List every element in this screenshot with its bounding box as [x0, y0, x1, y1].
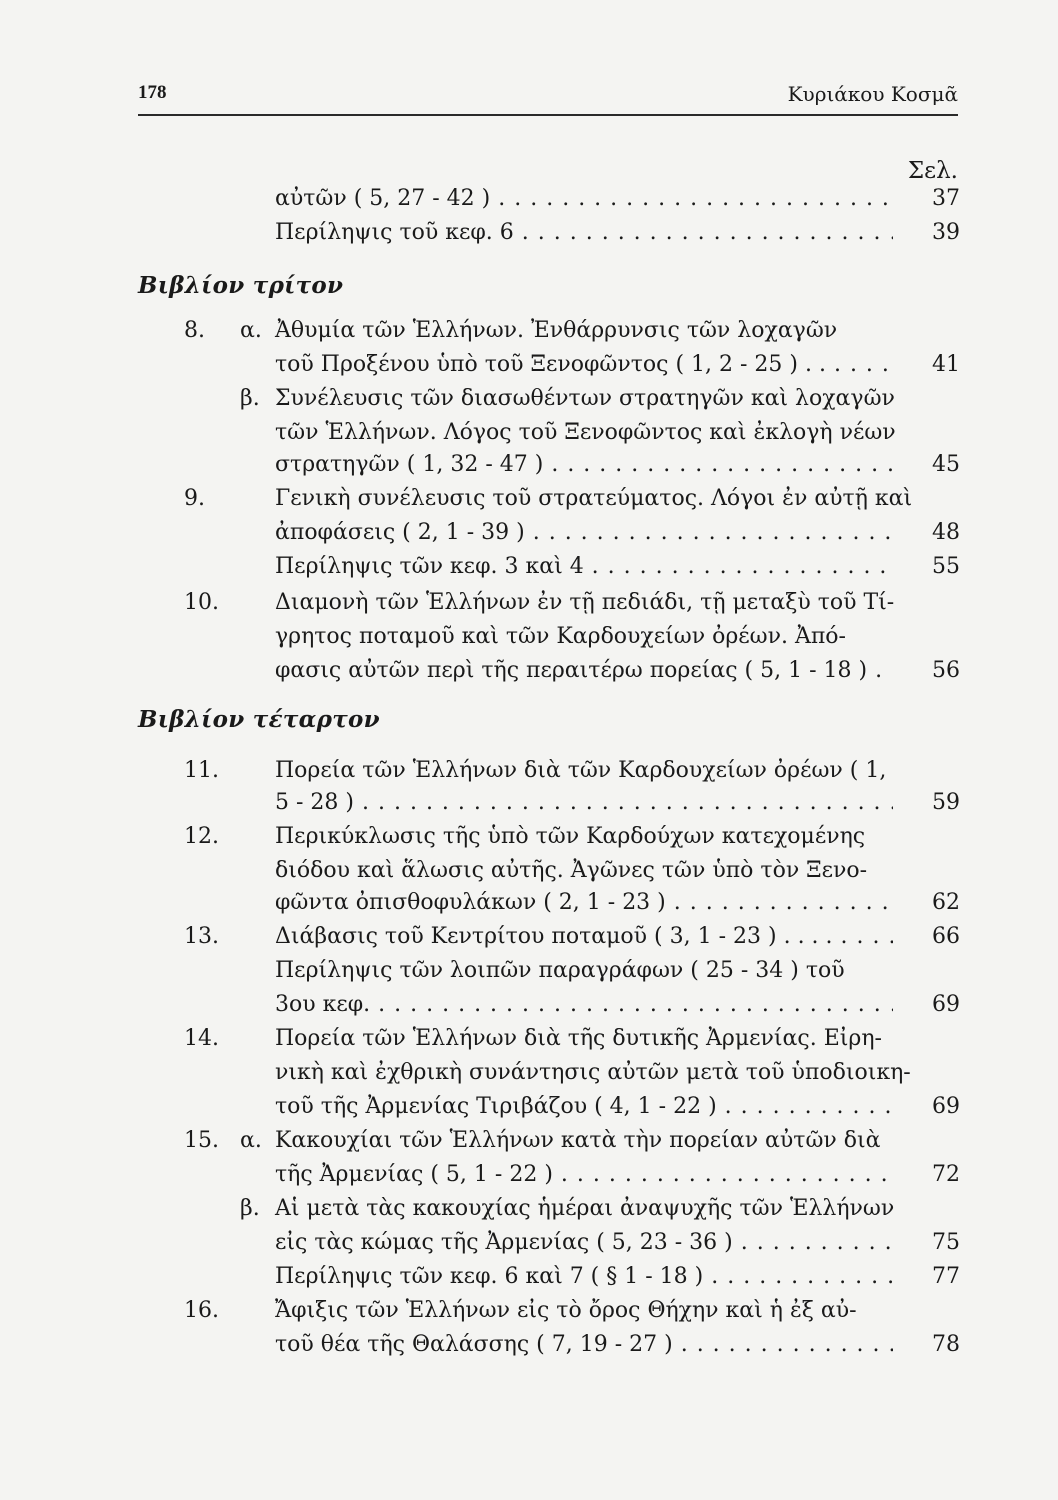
entry-text: Κακουχίαι τῶν Ἑλλήνων κατὰ τὴν πορείαν αὐτῶν διὰ — [275, 1128, 881, 1153]
entry-text: Περικύκλωσις τῆς ὑπὸ τῶν Καρδούχων κατεχομένης — [275, 824, 866, 849]
entry-number: 9. — [184, 486, 205, 511]
entry-page-number: 69 — [932, 992, 960, 1017]
entry-text: Γενικὴ συνέλευσις τοῦ στρατεύματος. Λόγοι ἐν αὐτῇ καὶ — [275, 486, 913, 511]
entry-number: 14. — [184, 1026, 219, 1051]
entry-page-number: 56 — [932, 658, 960, 683]
toc-line — [0, 1060, 1058, 1094]
entry-number: 11. — [184, 758, 219, 783]
toc-line — [0, 420, 1058, 454]
entry-text: τοῦ θέα τῆς Θαλάσσης ( 7, 19 - 27 ) . . . — [275, 1332, 893, 1357]
entry-page-number: 62 — [932, 890, 960, 915]
entry-text: Συνέλευσις τῶν διασωθέντων στρατηγῶν καὶ λοχαγῶν — [275, 386, 895, 411]
entry-subletter: α. — [240, 318, 262, 343]
toc-line — [0, 1094, 1058, 1128]
entry-text: τῶν Ἑλλήνων. Λόγος τοῦ Ξενοφῶντος καὶ ἐκλογὴ νέων — [275, 420, 896, 445]
page-number: 178 — [138, 82, 167, 103]
entry-subletter: β. — [240, 386, 260, 411]
entry-text: τοῦ Προξένου ὑπὸ τοῦ Ξενοφῶντος ( 1, 2 - 25 ) . . . . . — [275, 352, 893, 377]
entry-text: τῆς Ἀρμενίας ( 5, 1 - 22 ) . . . — [275, 1162, 893, 1187]
toc-line — [0, 1298, 1058, 1332]
toc-line — [0, 520, 1058, 554]
book-heading-third: Βιβλίον τρίτον — [138, 272, 344, 299]
entry-text: Διάβασις τοῦ Κεντρίτου ποταμοῦ ( 3, 1 - 23 ) . . . . . . . — [275, 924, 893, 949]
entry-number: 16. — [184, 1298, 219, 1323]
toc-line — [0, 590, 1058, 624]
entry-number: 12. — [184, 824, 219, 849]
entry-number: 10. — [184, 590, 219, 615]
toc-line — [0, 924, 1058, 958]
page-header — [138, 82, 958, 112]
entry-text: ἀποφάσεις ( 2, 1 - 39 ) . . . — [275, 520, 893, 545]
entry-text: 3ου κεφ. . . . — [275, 992, 893, 1017]
entry-text: φῶντα ὀπισθοφυλάκων ( 2, 1 - 23 ) . . . — [275, 890, 893, 915]
toc-line — [0, 452, 1058, 486]
entry-text: 5 - 28 ) . . . — [275, 790, 893, 815]
entry-text: τοῦ τῆς Ἀρμενίας Τιριβάζου ( 4, 1 - 22 ) . . . — [275, 1094, 893, 1119]
entry-text: Πορεία τῶν Ἑλλήνων διὰ τῆς δυτικῆς Ἀρμενίας. Εἰρη- — [275, 1026, 882, 1051]
entry-text: Περίληψις τῶν λοιπῶν παραγράφων ( 25 - 34 ) τοῦ — [275, 958, 845, 983]
entry-text: Περίληψις τοῦ κεφ. 6 . . . — [275, 220, 893, 245]
toc-line — [0, 1128, 1058, 1162]
entry-page-number: 37 — [932, 186, 960, 211]
entry-text: εἰς τὰς κώμας τῆς Ἀρμενίας ( 5, 23 - 36 ) . . . — [275, 1230, 893, 1255]
entry-page-number: 59 — [932, 790, 960, 815]
toc-line — [0, 824, 1058, 858]
header-rule — [138, 114, 958, 116]
toc-line — [0, 624, 1058, 658]
entry-text: νικὴ καὶ ἐχθρικὴ συνάντησις αὐτῶν μετὰ τοῦ ὑποδιοικη- — [275, 1060, 911, 1085]
entry-page-number: 77 — [932, 1264, 960, 1289]
entry-text: στρατηγῶν ( 1, 32 - 47 ) . . . — [275, 452, 893, 477]
toc-line — [0, 1162, 1058, 1196]
book-heading-fourth: Βιβλίον τέταρτον — [138, 706, 380, 733]
toc-line — [0, 352, 1058, 386]
toc-line — [0, 858, 1058, 892]
toc-line — [0, 1026, 1058, 1060]
entry-page-number: 55 — [932, 554, 960, 579]
toc-line — [0, 1332, 1058, 1366]
entry-text: Ἀθυμία τῶν Ἑλλήνων. Ἐνθάρρυνσις τῶν λοχαγῶν — [275, 318, 838, 343]
page-column-label: Σελ. — [907, 158, 958, 184]
toc-line — [0, 1196, 1058, 1230]
entry-page-number: 48 — [932, 520, 960, 545]
entry-subletter: α. — [240, 1128, 262, 1153]
entry-text: Περίληψις τῶν κεφ. 3 καὶ 4 . . . — [275, 554, 893, 579]
toc-line — [0, 658, 1058, 692]
entry-page-number: 45 — [932, 452, 960, 477]
entry-number: 8. — [184, 318, 205, 343]
toc-line — [0, 318, 1058, 352]
entry-page-number: 39 — [932, 220, 960, 245]
toc-line — [0, 486, 1058, 520]
entry-page-number: 78 — [932, 1332, 960, 1357]
entry-page-number: 41 — [932, 352, 960, 377]
entry-text: Πορεία τῶν Ἑλλήνων διὰ τῶν Καρδουχείων ὀρέων ( 1, — [275, 758, 887, 783]
toc-line — [0, 790, 1058, 824]
toc-line — [0, 386, 1058, 420]
toc-line — [0, 758, 1058, 792]
entry-text: Ἄφιξις τῶν Ἑλλήνων εἰς τὸ ὄρος Θήχην καὶ ἡ ἐξ αὐ- — [275, 1298, 857, 1323]
entry-text: Περίληψις τῶν κεφ. 6 καὶ 7 ( § 1 - 18 ) . . . — [275, 1264, 893, 1289]
toc-line — [0, 220, 1058, 254]
entry-text: διόδου καὶ ἅλωσις αὐτῆς. Ἀγῶνες τῶν ὑπὸ τὸν Ξενο- — [275, 858, 868, 883]
entry-text: φασις αὐτῶν περὶ τῆς περαιτέρω πορείας ( 5, 1 - 18 ) . . . — [275, 658, 893, 683]
entry-number: 15. — [184, 1128, 219, 1153]
entry-subletter: β. — [240, 1196, 260, 1221]
entry-text: αὐτῶν ( 5, 27 - 42 ) . . . — [275, 186, 893, 211]
running-head: Κυριάκου Κοσμᾶ — [787, 82, 958, 106]
entry-text: γρητος ποταμοῦ καὶ τῶν Καρδουχείων ὀρέων. Ἀπό- — [275, 624, 846, 649]
entry-text: Αἱ μετὰ τὰς κακουχίας ἡμέραι ἀναψυχῆς τῶν Ἑλλήνων — [275, 1196, 895, 1221]
entry-page-number: 72 — [932, 1162, 960, 1187]
toc-line — [0, 1264, 1058, 1298]
entry-number: 13. — [184, 924, 219, 949]
toc-line — [0, 186, 1058, 220]
toc-line — [0, 958, 1058, 992]
entry-page-number: 75 — [932, 1230, 960, 1255]
entry-page-number: 66 — [932, 924, 960, 949]
toc-line — [0, 890, 1058, 924]
entry-text: Διαμονὴ τῶν Ἑλλήνων ἐν τῇ πεδιάδι, τῇ μεταξὺ τοῦ Τί- — [275, 590, 895, 615]
entry-page-number: 69 — [932, 1094, 960, 1119]
toc-line — [0, 1230, 1058, 1264]
toc-line — [0, 554, 1058, 588]
toc-line — [0, 992, 1058, 1026]
